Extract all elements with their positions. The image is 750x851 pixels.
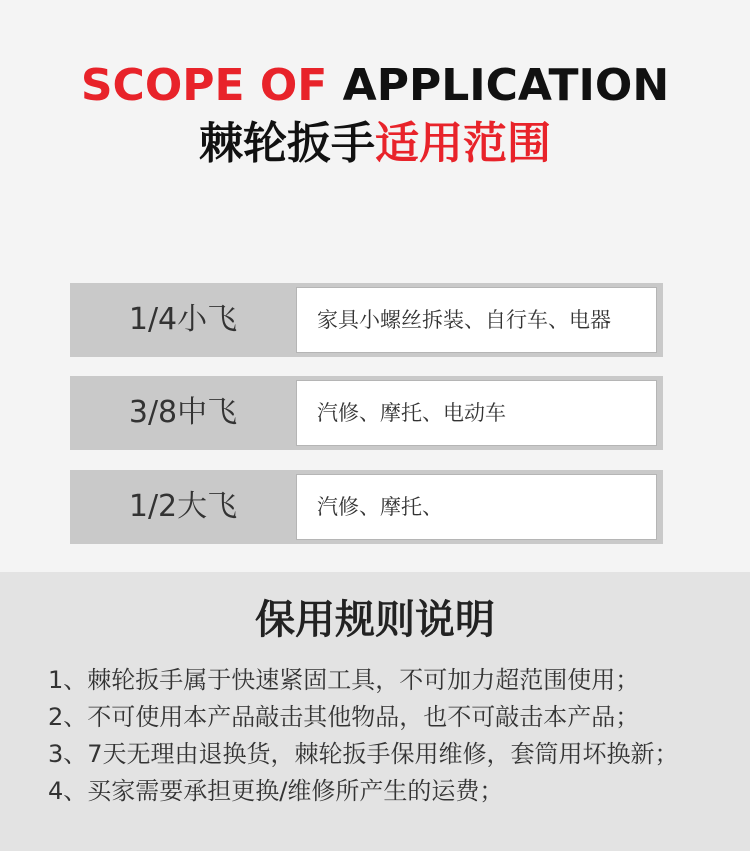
drive-size-label: 1/4小飞 — [128, 302, 238, 337]
warranty-rule: 4、买家需要承担更换/维修所产生的运费； — [48, 777, 504, 805]
warranty-rule: 1、棘轮扳手属于快速紧固工具，不可加力超范围使用； — [48, 666, 640, 694]
warranty-rules-list — [48, 662, 679, 810]
warranty-rule: 3、7天无理由退换货，棘轮扳手保用维修，套筒用坏换新； — [48, 740, 679, 768]
title-english-red: SCOPE OF — [80, 60, 343, 111]
drive-size-label: 1/2大飞 — [128, 489, 238, 524]
application-cell: 汽修、摩托、电动车 — [296, 380, 657, 446]
title-chinese-dark: 棘轮扳手 — [199, 118, 375, 169]
application-cell: 汽修、摩托、 — [296, 474, 657, 540]
application-cell: 家具小螺丝拆装、自行车、电器 — [296, 287, 657, 353]
title-english — [0, 58, 750, 114]
title-chinese-red: 适用范围 — [375, 118, 551, 169]
title-chinese — [0, 114, 750, 174]
warranty-section — [0, 572, 750, 851]
scope-row — [70, 376, 663, 450]
scope-row — [70, 283, 663, 357]
warranty-title: 保用规则说明 — [255, 597, 495, 643]
scope-row — [70, 470, 663, 544]
title-english-dark: APPLICATION — [342, 60, 670, 111]
warranty-rule: 2、不可使用本产品敲击其他物品，也不可敲击本产品； — [48, 703, 640, 731]
drive-size-label: 3/8中飞 — [128, 395, 238, 430]
